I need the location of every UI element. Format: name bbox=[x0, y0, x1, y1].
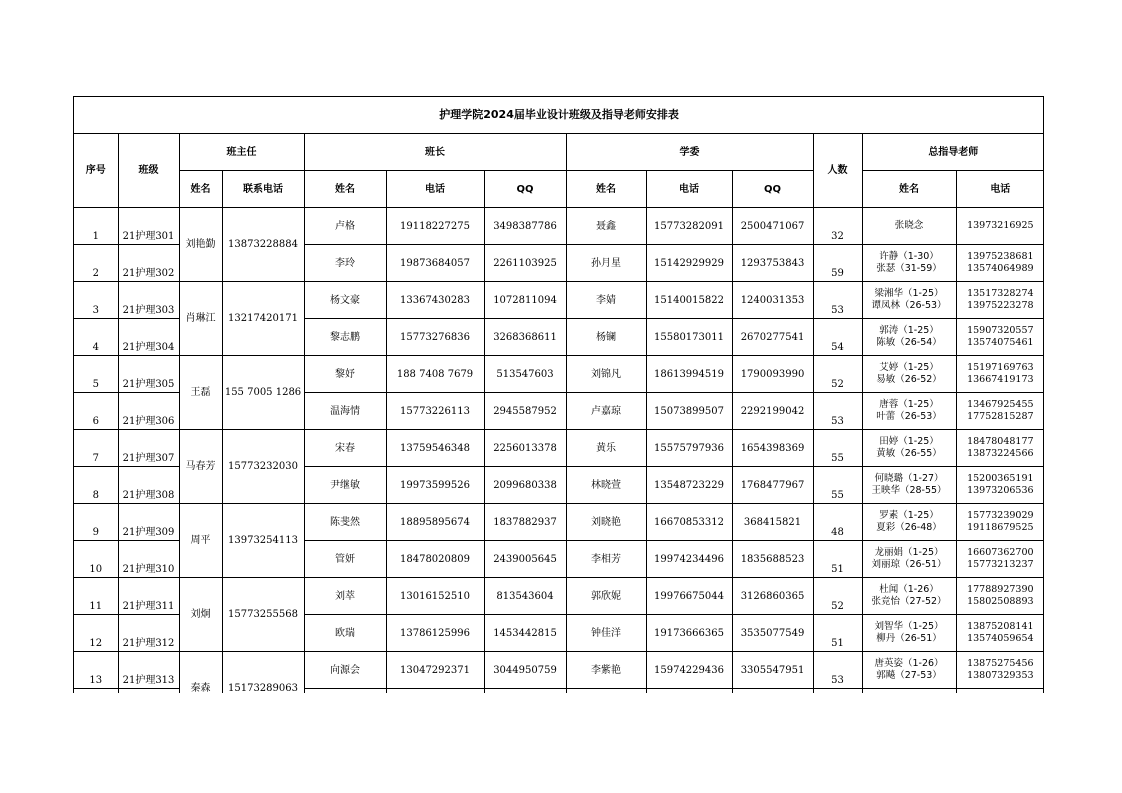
study-qq-cell: 1768477967 bbox=[732, 467, 813, 504]
advisor-phone: 15200365191 bbox=[967, 473, 1034, 485]
monitor-qq-cell: 2099680338 bbox=[484, 467, 566, 504]
advisor-phone: 13807329353 bbox=[967, 670, 1034, 681]
seq-cell: 4 bbox=[74, 319, 118, 356]
header-study-name: 姓名 bbox=[566, 171, 646, 208]
empty-cell bbox=[484, 689, 566, 694]
count-cell: 51 bbox=[813, 615, 862, 652]
advisor-name-cell bbox=[862, 356, 956, 393]
advisor-name-cell bbox=[862, 430, 956, 467]
advisor-phone: 13667419173 bbox=[967, 374, 1034, 385]
count-cell: 48 bbox=[813, 504, 862, 541]
study-phone-cell: 19974234496 bbox=[646, 541, 732, 578]
class-cell: 21护理313 bbox=[118, 652, 179, 689]
advisor-phone: 13973216925 bbox=[967, 220, 1034, 232]
advisor-name: 张晓念 bbox=[894, 220, 924, 232]
advisor-name: 罗素（1-25） bbox=[879, 510, 939, 522]
advisor-phone-cell bbox=[956, 282, 1044, 319]
study-phone-cell: 15974229436 bbox=[646, 652, 732, 689]
homeroom-phone-cell: 13873228884 bbox=[222, 208, 304, 282]
count-cell: 54 bbox=[813, 319, 862, 356]
header-study-qq: QQ bbox=[732, 171, 813, 208]
header-monitor-phone: 电话 bbox=[386, 171, 484, 208]
advisor-name-cell bbox=[862, 541, 956, 578]
study-phone-cell: 13548723229 bbox=[646, 467, 732, 504]
count-cell: 55 bbox=[813, 430, 862, 467]
advisor-phone: 16607362700 bbox=[967, 547, 1034, 559]
advisor-name: 郭飚（27-53） bbox=[876, 670, 942, 681]
empty-cell bbox=[74, 689, 118, 694]
class-cell: 21护理311 bbox=[118, 578, 179, 615]
advisor-phone: 13873224566 bbox=[967, 448, 1034, 459]
advisor-phone-cell bbox=[956, 319, 1044, 356]
seq-cell: 10 bbox=[74, 541, 118, 578]
advisor-phone: 13875275456 bbox=[967, 658, 1034, 670]
advisor-phone: 19118679525 bbox=[967, 522, 1034, 533]
table-row bbox=[74, 578, 1044, 615]
header-homeroom: 班主任 bbox=[179, 134, 304, 171]
homeroom-name-cell: 刘艳勤 bbox=[179, 208, 222, 282]
count-cell: 55 bbox=[813, 467, 862, 504]
monitor-phone-cell: 18895895674 bbox=[386, 504, 484, 541]
header-row-1 bbox=[74, 134, 1044, 171]
header-monitor: 班长 bbox=[304, 134, 566, 171]
class-cell: 21护理302 bbox=[118, 245, 179, 282]
advisor-phone-cell bbox=[956, 467, 1044, 504]
advisor-phone: 13975238681 bbox=[967, 251, 1034, 263]
monitor-qq-cell: 3268368611 bbox=[484, 319, 566, 356]
advisor-phone: 13574064989 bbox=[967, 263, 1034, 274]
homeroom-name-cell: 王磊 bbox=[179, 356, 222, 430]
homeroom-name-cell: 秦森 bbox=[179, 652, 222, 694]
advisor-phone-cell bbox=[956, 652, 1044, 689]
advisor-name: 张瑟（31-59） bbox=[876, 263, 942, 274]
count-cell: 53 bbox=[813, 652, 862, 689]
study-qq-cell: 1240031353 bbox=[732, 282, 813, 319]
homeroom-phone-cell: 15173289063 bbox=[222, 652, 304, 694]
study-qq-cell: 2670277541 bbox=[732, 319, 813, 356]
monitor-qq-cell: 1837882937 bbox=[484, 504, 566, 541]
header-class: 班级 bbox=[118, 134, 179, 208]
empty-cell bbox=[813, 689, 862, 694]
header-seq: 序号 bbox=[74, 134, 118, 208]
class-cell: 21护理308 bbox=[118, 467, 179, 504]
monitor-qq-cell: 2261103925 bbox=[484, 245, 566, 282]
study-name-cell: 林晓萱 bbox=[566, 467, 646, 504]
monitor-name-cell: 尹继敏 bbox=[304, 467, 386, 504]
empty-cell bbox=[386, 689, 484, 694]
empty-cell bbox=[956, 689, 1044, 694]
title-row bbox=[74, 97, 1044, 134]
study-name-cell: 孙月星 bbox=[566, 245, 646, 282]
class-cell: 21护理304 bbox=[118, 319, 179, 356]
monitor-qq-cell: 1453442815 bbox=[484, 615, 566, 652]
seq-cell: 9 bbox=[74, 504, 118, 541]
study-qq-cell: 2500471067 bbox=[732, 208, 813, 245]
advisor-phone: 15773213237 bbox=[967, 559, 1034, 570]
seq-cell: 3 bbox=[74, 282, 118, 319]
homeroom-name-cell: 周平 bbox=[179, 504, 222, 578]
advisor-name: 易敏（26-52） bbox=[876, 374, 942, 385]
advisor-name: 郭涛（1-25） bbox=[879, 325, 939, 337]
advisor-name: 夏彩（26-48） bbox=[876, 522, 942, 533]
homeroom-phone-cell: 13973254113 bbox=[222, 504, 304, 578]
monitor-name-cell: 宋春 bbox=[304, 430, 386, 467]
advisor-phone: 15773239029 bbox=[967, 510, 1034, 522]
monitor-phone-cell: 19118227275 bbox=[386, 208, 484, 245]
monitor-name-cell: 黎妤 bbox=[304, 356, 386, 393]
empty-cell bbox=[732, 689, 813, 694]
advisor-phone: 18478048177 bbox=[967, 436, 1034, 448]
monitor-qq-cell: 1072811094 bbox=[484, 282, 566, 319]
homeroom-name-cell: 刘炯 bbox=[179, 578, 222, 652]
header-advisor-phone: 电话 bbox=[956, 171, 1044, 208]
advisor-phone: 13467925455 bbox=[967, 399, 1034, 411]
advisor-name: 梁湘华（1-25） bbox=[874, 288, 944, 300]
study-phone-cell: 15140015822 bbox=[646, 282, 732, 319]
advisor-name-cell bbox=[862, 615, 956, 652]
advisor-phone-cell bbox=[956, 541, 1044, 578]
advisor-name-cell bbox=[862, 504, 956, 541]
class-cell: 21护理301 bbox=[118, 208, 179, 245]
study-phone-cell: 19173666365 bbox=[646, 615, 732, 652]
homeroom-phone-cell: 155 7005 1286 bbox=[222, 356, 304, 430]
advisor-phone-cell bbox=[956, 504, 1044, 541]
monitor-phone-cell: 15773276836 bbox=[386, 319, 484, 356]
seq-cell: 11 bbox=[74, 578, 118, 615]
advisor-name: 许静（1-30） bbox=[879, 251, 939, 263]
advisor-name-cell bbox=[862, 393, 956, 430]
monitor-phone-cell: 13016152510 bbox=[386, 578, 484, 615]
advisor-name-cell bbox=[862, 652, 956, 689]
header-monitor-qq: QQ bbox=[484, 171, 566, 208]
monitor-name-cell: 李玲 bbox=[304, 245, 386, 282]
advisor-name: 艾婷（1-25） bbox=[879, 362, 939, 374]
advisor-name-cell bbox=[862, 245, 956, 282]
advisor-name: 何晓璐（1-27） bbox=[874, 473, 944, 485]
advisor-name: 刘智华（1-25） bbox=[874, 621, 944, 633]
study-name-cell: 杨镧 bbox=[566, 319, 646, 356]
advisor-phone-cell bbox=[956, 430, 1044, 467]
study-phone-cell: 15580173011 bbox=[646, 319, 732, 356]
study-qq-cell: 2292199042 bbox=[732, 393, 813, 430]
seq-cell: 2 bbox=[74, 245, 118, 282]
homeroom-name-cell: 肖琳江 bbox=[179, 282, 222, 356]
seq-cell: 8 bbox=[74, 467, 118, 504]
class-cell: 21护理303 bbox=[118, 282, 179, 319]
header-advisor: 总指导老师 bbox=[862, 134, 1044, 171]
advisor-phone: 15197169763 bbox=[967, 362, 1034, 374]
study-qq-cell: 1835688523 bbox=[732, 541, 813, 578]
advisor-phone: 13973206536 bbox=[967, 485, 1034, 496]
monitor-qq-cell: 3498387786 bbox=[484, 208, 566, 245]
homeroom-name-cell: 马春芳 bbox=[179, 430, 222, 504]
study-name-cell: 李相芳 bbox=[566, 541, 646, 578]
header-monitor-name: 姓名 bbox=[304, 171, 386, 208]
study-qq-cell: 3305547951 bbox=[732, 652, 813, 689]
study-phone-cell: 18613994519 bbox=[646, 356, 732, 393]
advisor-name-cell bbox=[862, 282, 956, 319]
count-cell: 53 bbox=[813, 282, 862, 319]
class-cell: 21护理310 bbox=[118, 541, 179, 578]
header-count: 人数 bbox=[813, 134, 862, 208]
advisor-name: 陈敏（26-54） bbox=[876, 337, 942, 348]
seq-cell: 13 bbox=[74, 652, 118, 689]
advisor-phone: 17788927390 bbox=[967, 584, 1034, 596]
header-homeroom-name: 姓名 bbox=[179, 171, 222, 208]
header-advisor-name: 姓名 bbox=[862, 171, 956, 208]
monitor-qq-cell: 2945587952 bbox=[484, 393, 566, 430]
seq-cell: 5 bbox=[74, 356, 118, 393]
table-row bbox=[74, 504, 1044, 541]
advisor-name: 谭凤林（26-53） bbox=[871, 300, 947, 311]
advisor-phone-cell bbox=[956, 245, 1044, 282]
advisor-name: 唐蓉（1-25） bbox=[879, 399, 939, 411]
monitor-name-cell: 温海情 bbox=[304, 393, 386, 430]
table-body bbox=[74, 208, 1044, 694]
monitor-qq-cell: 513547603 bbox=[484, 356, 566, 393]
count-cell: 52 bbox=[813, 578, 862, 615]
count-cell: 53 bbox=[813, 393, 862, 430]
study-qq-cell: 1790093990 bbox=[732, 356, 813, 393]
monitor-qq-cell: 2256013378 bbox=[484, 430, 566, 467]
header-row-2 bbox=[74, 171, 1044, 208]
class-cell: 21护理307 bbox=[118, 430, 179, 467]
advisor-name: 唐英姿（1-26） bbox=[874, 658, 944, 670]
monitor-name-cell: 陈斐然 bbox=[304, 504, 386, 541]
monitor-name-cell: 卢格 bbox=[304, 208, 386, 245]
monitor-phone-cell: 19973599526 bbox=[386, 467, 484, 504]
count-cell: 32 bbox=[813, 208, 862, 245]
monitor-phone-cell: 13047292371 bbox=[386, 652, 484, 689]
monitor-name-cell: 向源会 bbox=[304, 652, 386, 689]
advisor-phone: 13517328274 bbox=[967, 288, 1034, 300]
monitor-phone-cell: 13367430283 bbox=[386, 282, 484, 319]
monitor-name-cell: 刘萃 bbox=[304, 578, 386, 615]
class-cell: 21护理306 bbox=[118, 393, 179, 430]
advisor-name: 黄敏（26-55） bbox=[876, 448, 942, 459]
monitor-qq-cell: 2439005645 bbox=[484, 541, 566, 578]
study-qq-cell: 3535077549 bbox=[732, 615, 813, 652]
study-name-cell: 刘锦凡 bbox=[566, 356, 646, 393]
study-name-cell: 聂鑫 bbox=[566, 208, 646, 245]
table-row bbox=[74, 652, 1044, 689]
study-name-cell: 刘晓艳 bbox=[566, 504, 646, 541]
table-row bbox=[74, 430, 1044, 467]
study-name-cell: 黄乐 bbox=[566, 430, 646, 467]
advisor-name: 柳丹（26-51） bbox=[876, 633, 942, 644]
advisor-name-cell bbox=[862, 208, 956, 245]
monitor-phone-cell: 188 7408 7679 bbox=[386, 356, 484, 393]
study-qq-cell: 3126860365 bbox=[732, 578, 813, 615]
study-phone-cell: 16670853312 bbox=[646, 504, 732, 541]
advisor-name: 田婷（1-25） bbox=[879, 436, 939, 448]
advisor-name: 刘丽琼（26-51） bbox=[871, 559, 947, 570]
seq-cell: 1 bbox=[74, 208, 118, 245]
study-name-cell: 李婧 bbox=[566, 282, 646, 319]
study-phone-cell: 15575797936 bbox=[646, 430, 732, 467]
study-phone-cell: 19976675044 bbox=[646, 578, 732, 615]
advisor-name: 王映华（28-55） bbox=[871, 485, 947, 496]
advisor-name-cell bbox=[862, 467, 956, 504]
study-qq-cell: 1293753843 bbox=[732, 245, 813, 282]
table-row bbox=[74, 282, 1044, 319]
table-row bbox=[74, 356, 1044, 393]
advisor-phone: 13975223278 bbox=[967, 300, 1034, 311]
study-qq-cell: 1654398369 bbox=[732, 430, 813, 467]
monitor-qq-cell: 3044950759 bbox=[484, 652, 566, 689]
monitor-phone-cell: 18478020809 bbox=[386, 541, 484, 578]
header-study-phone: 电话 bbox=[646, 171, 732, 208]
empty-cell bbox=[566, 689, 646, 694]
homeroom-phone-cell: 13217420171 bbox=[222, 282, 304, 356]
homeroom-phone-cell: 15773232030 bbox=[222, 430, 304, 504]
advisor-phone: 15907320557 bbox=[967, 325, 1034, 337]
monitor-qq-cell: 813543604 bbox=[484, 578, 566, 615]
empty-cell bbox=[304, 689, 386, 694]
empty-cell bbox=[118, 689, 179, 694]
monitor-phone-cell: 13759546348 bbox=[386, 430, 484, 467]
study-phone-cell: 15073899507 bbox=[646, 393, 732, 430]
class-cell: 21护理309 bbox=[118, 504, 179, 541]
study-phone-cell: 15142929929 bbox=[646, 245, 732, 282]
advisor-name-cell bbox=[862, 578, 956, 615]
study-name-cell: 卢嘉琼 bbox=[566, 393, 646, 430]
class-cell: 21护理305 bbox=[118, 356, 179, 393]
monitor-phone-cell: 19873684057 bbox=[386, 245, 484, 282]
advisor-name: 张竞怡（27-52） bbox=[871, 596, 947, 607]
count-cell: 52 bbox=[813, 356, 862, 393]
table-row bbox=[74, 208, 1044, 245]
monitor-name-cell: 黎志鹏 bbox=[304, 319, 386, 356]
monitor-phone-cell: 15773226113 bbox=[386, 393, 484, 430]
advisor-name: 龙丽娟（1-25） bbox=[874, 547, 944, 559]
advisor-phone-cell bbox=[956, 578, 1044, 615]
empty-cell bbox=[862, 689, 956, 694]
count-cell: 51 bbox=[813, 541, 862, 578]
study-name-cell: 钟佳洋 bbox=[566, 615, 646, 652]
study-name-cell: 李紫艳 bbox=[566, 652, 646, 689]
seq-cell: 12 bbox=[74, 615, 118, 652]
arrangement-table bbox=[74, 97, 1044, 693]
arrangement-sheet bbox=[73, 96, 1044, 693]
advisor-phone-cell bbox=[956, 356, 1044, 393]
study-qq-cell: 368415821 bbox=[732, 504, 813, 541]
table-title: 护理学院2024届毕业设计班级及指导老师安排表 bbox=[74, 97, 1044, 134]
header-study: 学委 bbox=[566, 134, 813, 171]
homeroom-phone-cell: 15773255568 bbox=[222, 578, 304, 652]
monitor-name-cell: 管妍 bbox=[304, 541, 386, 578]
advisor-name: 杜闻（1-26） bbox=[879, 584, 939, 596]
study-name-cell: 郭欣妮 bbox=[566, 578, 646, 615]
advisor-phone: 13574059654 bbox=[967, 633, 1034, 644]
seq-cell: 7 bbox=[74, 430, 118, 467]
advisor-phone: 13574075461 bbox=[967, 337, 1034, 348]
advisor-name: 叶蕾（26-53） bbox=[876, 411, 942, 422]
empty-cell bbox=[646, 689, 732, 694]
advisor-phone: 17752815287 bbox=[967, 411, 1034, 422]
monitor-name-cell: 杨文豪 bbox=[304, 282, 386, 319]
monitor-name-cell: 欧瑞 bbox=[304, 615, 386, 652]
class-cell: 21护理312 bbox=[118, 615, 179, 652]
advisor-phone: 13875208141 bbox=[967, 621, 1034, 633]
header-homeroom-contact: 联系电话 bbox=[222, 171, 304, 208]
count-cell: 59 bbox=[813, 245, 862, 282]
advisor-phone-cell bbox=[956, 393, 1044, 430]
monitor-phone-cell: 13786125996 bbox=[386, 615, 484, 652]
study-phone-cell: 15773282091 bbox=[646, 208, 732, 245]
advisor-phone-cell bbox=[956, 615, 1044, 652]
seq-cell: 6 bbox=[74, 393, 118, 430]
advisor-phone: 15802508893 bbox=[967, 596, 1034, 607]
advisor-name-cell bbox=[862, 319, 956, 356]
advisor-phone-cell bbox=[956, 208, 1044, 245]
